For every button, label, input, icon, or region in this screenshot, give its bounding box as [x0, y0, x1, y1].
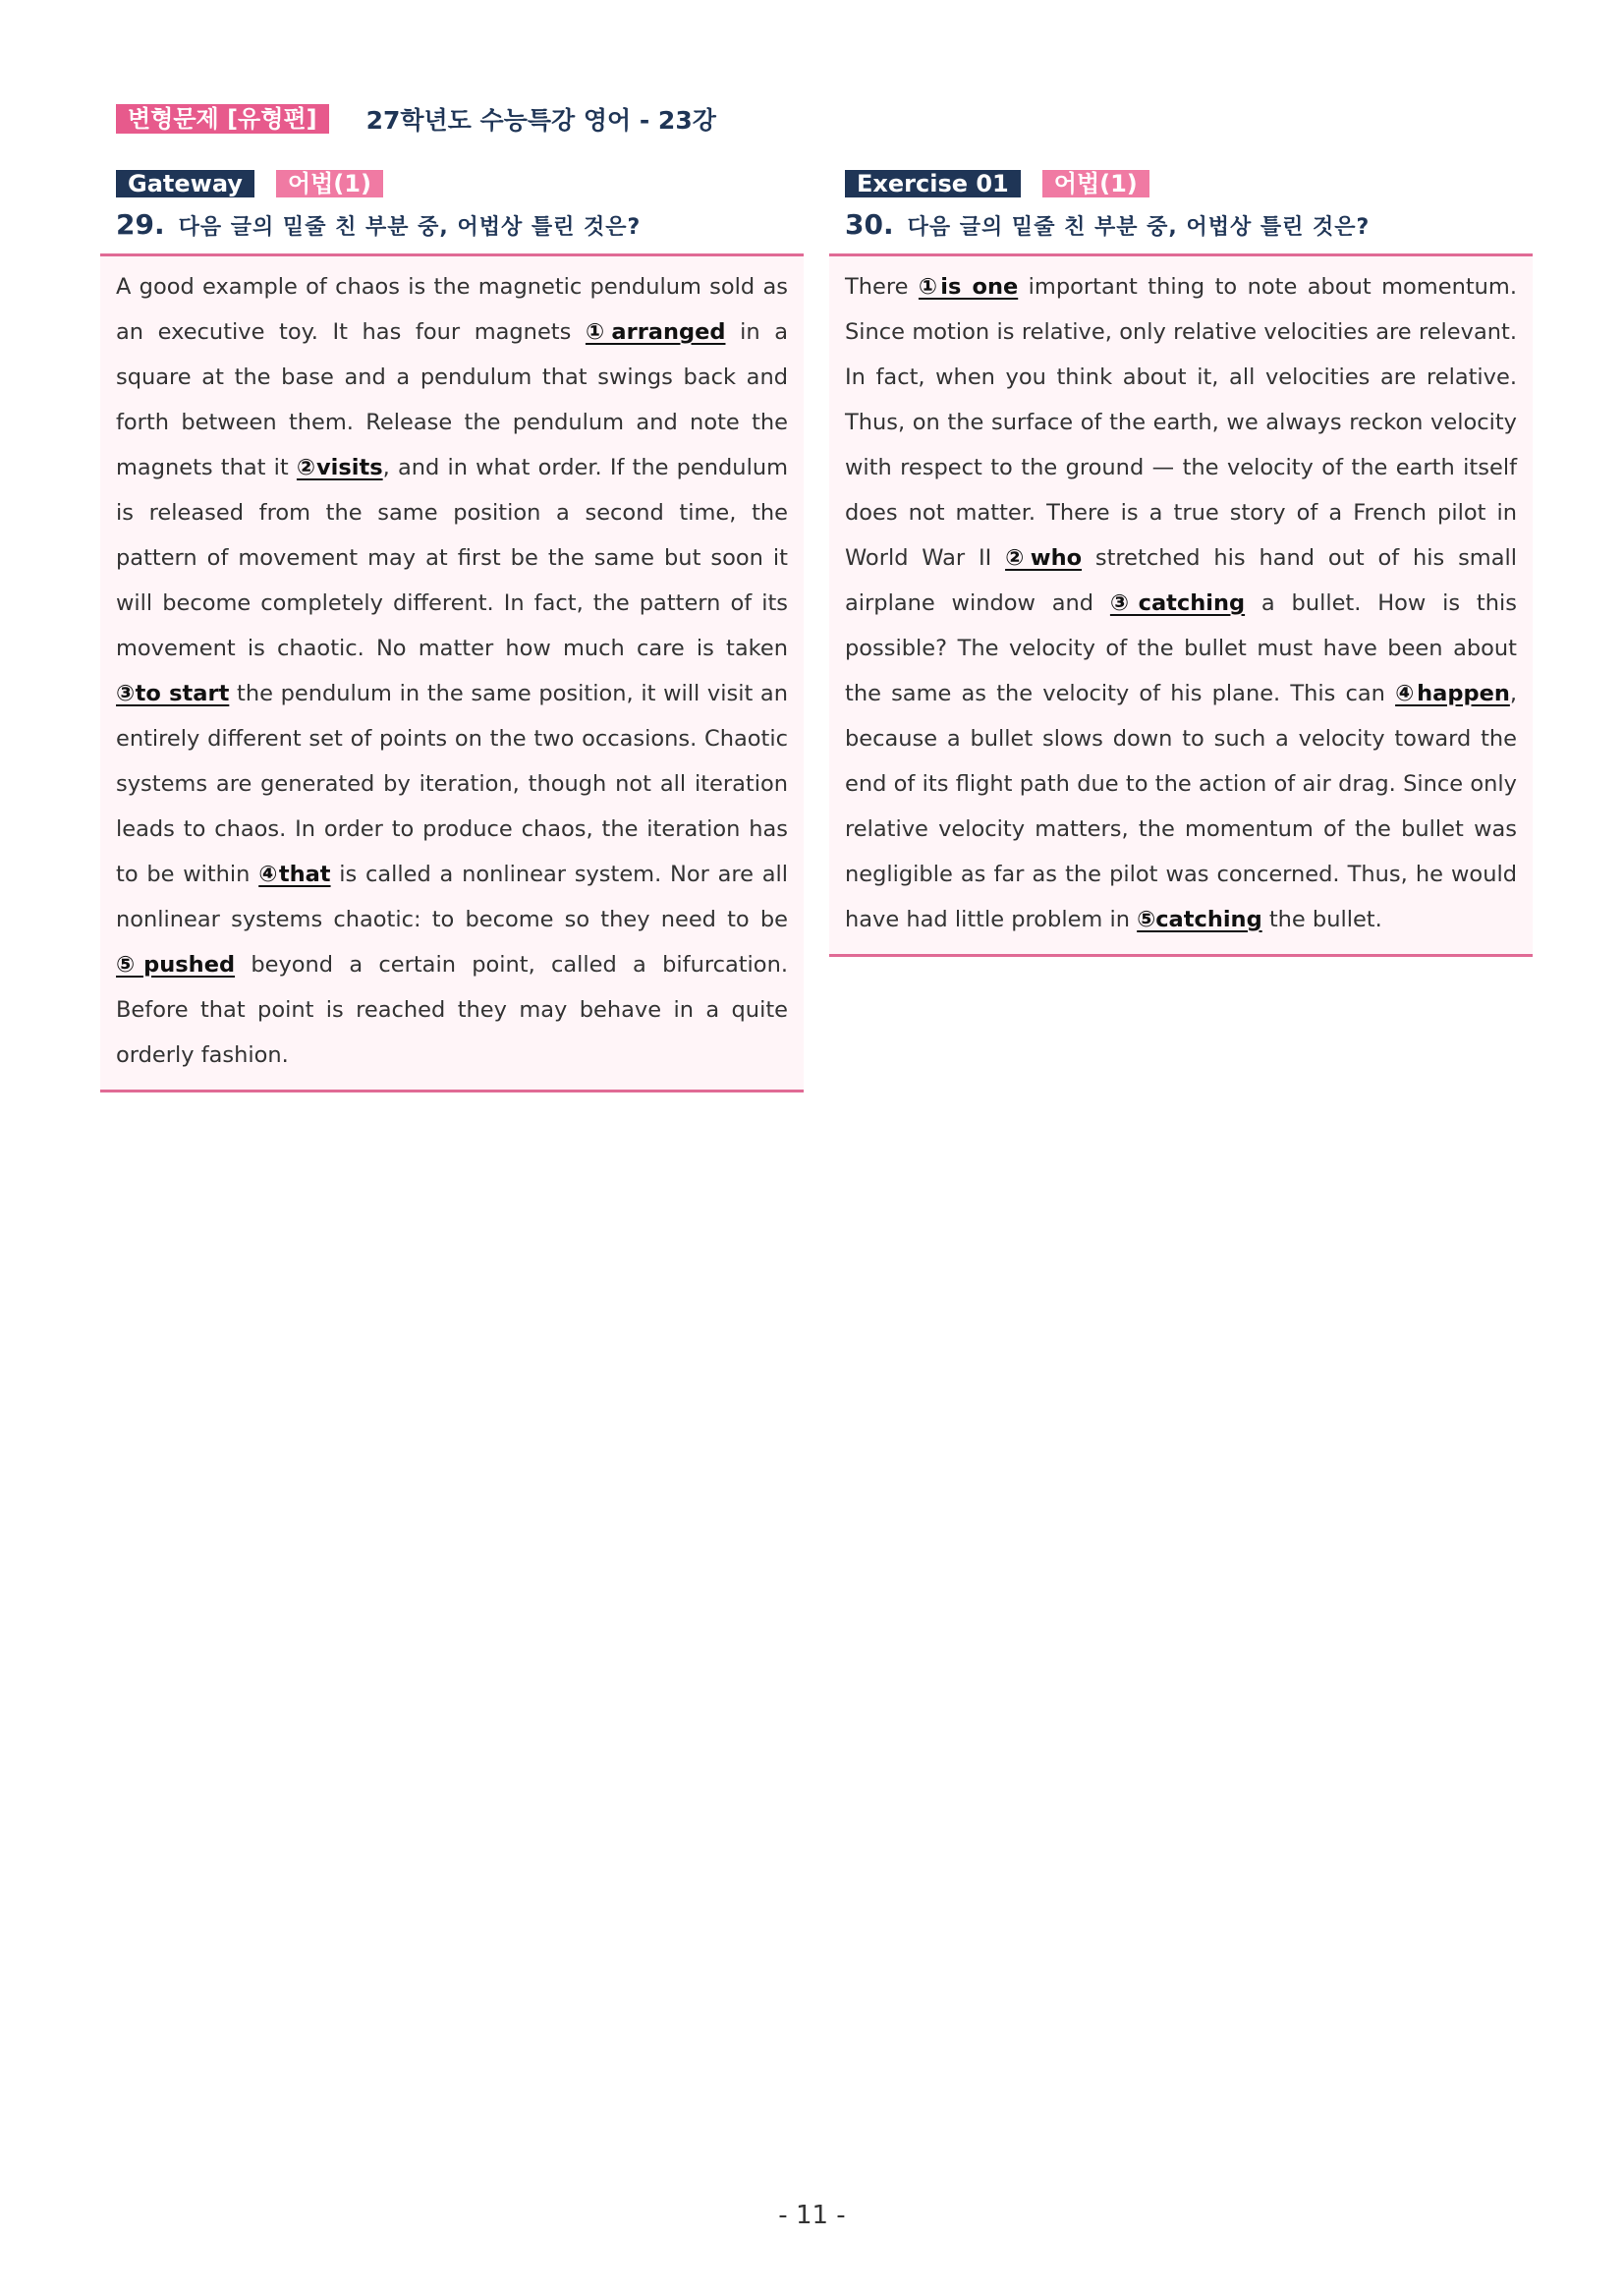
- question-number: 29.: [116, 208, 165, 241]
- page-title: 27학년도 수능특강 영어 - 23강: [365, 106, 716, 135]
- passage-segment: A good example of chaos is the magnetic pendulum sold as an executive toy. It has four magnets: [116, 274, 788, 345]
- passage-box: [100, 253, 804, 1092]
- passage-segment: the bullet.: [1261, 907, 1382, 932]
- passage-segment: important thing to note about momentum. Since motion is relative, only relative velocities are relevant. In fact, when you think about it, all velocities are relative. Thus, on the surface of the earth, we always reckon velocity with respect to the ground — the velocity of the earth itself does not matter. There is a true story of a French pilot in World War II: [845, 274, 1517, 571]
- underlined-choice-2: ②who: [1005, 545, 1083, 571]
- passage-segment: There: [845, 274, 919, 300]
- passage-text: [845, 264, 1517, 942]
- underlined-choice-4: ④happen: [1395, 681, 1510, 706]
- passage-segment: a bullet. How is this possible? The velocity of the bullet must have been about the same as the velocity of his plane. This can: [845, 590, 1517, 706]
- question-29-badges: [100, 169, 804, 198]
- page-number: - 11 -: [778, 2201, 846, 2230]
- passage-segment: stretched his hand out of his small airplane window and: [845, 545, 1518, 616]
- question-text: 다음 글의 밑줄 친 부분 중, 어법상 틀린 것은?: [178, 215, 642, 240]
- question-29-prompt: [100, 208, 804, 244]
- question-30-column: [829, 169, 1533, 957]
- passage-box: [829, 253, 1533, 957]
- passage-segment: in a square at the base and a pendulum that swings back and forth between them. Release the pendulum and note the magnets that it: [116, 319, 788, 480]
- passage-segment: beyond a certain point, called a bifurcation. Before that point is reached they may behave in a quite orderly fashion.: [116, 952, 788, 1068]
- gateway-badge: Gateway: [116, 170, 254, 197]
- page-header: [116, 102, 716, 136]
- underlined-choice-1: ①is one: [918, 274, 1019, 300]
- question-29-column: [100, 169, 804, 1092]
- underlined-choice-3: ③catching: [1109, 590, 1246, 616]
- passage-text: [116, 264, 788, 1078]
- category-badge: 어법(1): [276, 170, 383, 197]
- passage-segment: , and in what order. If the pendulum is released from the same position a second time, the pattern of movement may at first be the same but soon it will become completely different. In fact, the pattern of its movement is chaotic. No matter how much care is taken: [116, 455, 788, 661]
- category-badge: 어법(1): [1042, 170, 1149, 197]
- underlined-choice-1: ①arranged: [585, 319, 726, 345]
- underlined-choice-5: ⑤catching: [1137, 907, 1262, 932]
- exercise-badge: Exercise 01: [845, 170, 1021, 197]
- underlined-choice-5: ⑤pushed: [116, 952, 236, 978]
- question-30-badges: [829, 169, 1533, 198]
- passage-segment: , because a bullet slows down to such a velocity toward the end of its flight path due to the action of air drag. Since only relative velocity matters, the momentum of the bullet was negligible as far as the pilot was concerned. Thus, he would have had little problem in: [845, 681, 1518, 932]
- question-text: 다음 글의 밑줄 친 부분 중, 어법상 틀린 것은?: [907, 215, 1371, 240]
- underlined-choice-4: ④that: [258, 862, 331, 887]
- question-30-prompt: [829, 208, 1533, 244]
- underlined-choice-3: ③to start: [116, 681, 230, 706]
- question-number: 30.: [845, 208, 894, 241]
- section-tag: 변형문제 [유형편]: [116, 104, 329, 134]
- underlined-choice-2: ②visits: [296, 455, 383, 480]
- passage-segment: is called a nonlinear system. Nor are all nonlinear systems chaotic: to become so they need to be: [116, 862, 789, 932]
- passage-segment: the pendulum in the same position, it will visit an entirely different set of points on the two occasions. Chaotic systems are generated by iteration, though not all iteration leads to chaos. In order to produce chaos, the iteration has to be within: [116, 681, 788, 887]
